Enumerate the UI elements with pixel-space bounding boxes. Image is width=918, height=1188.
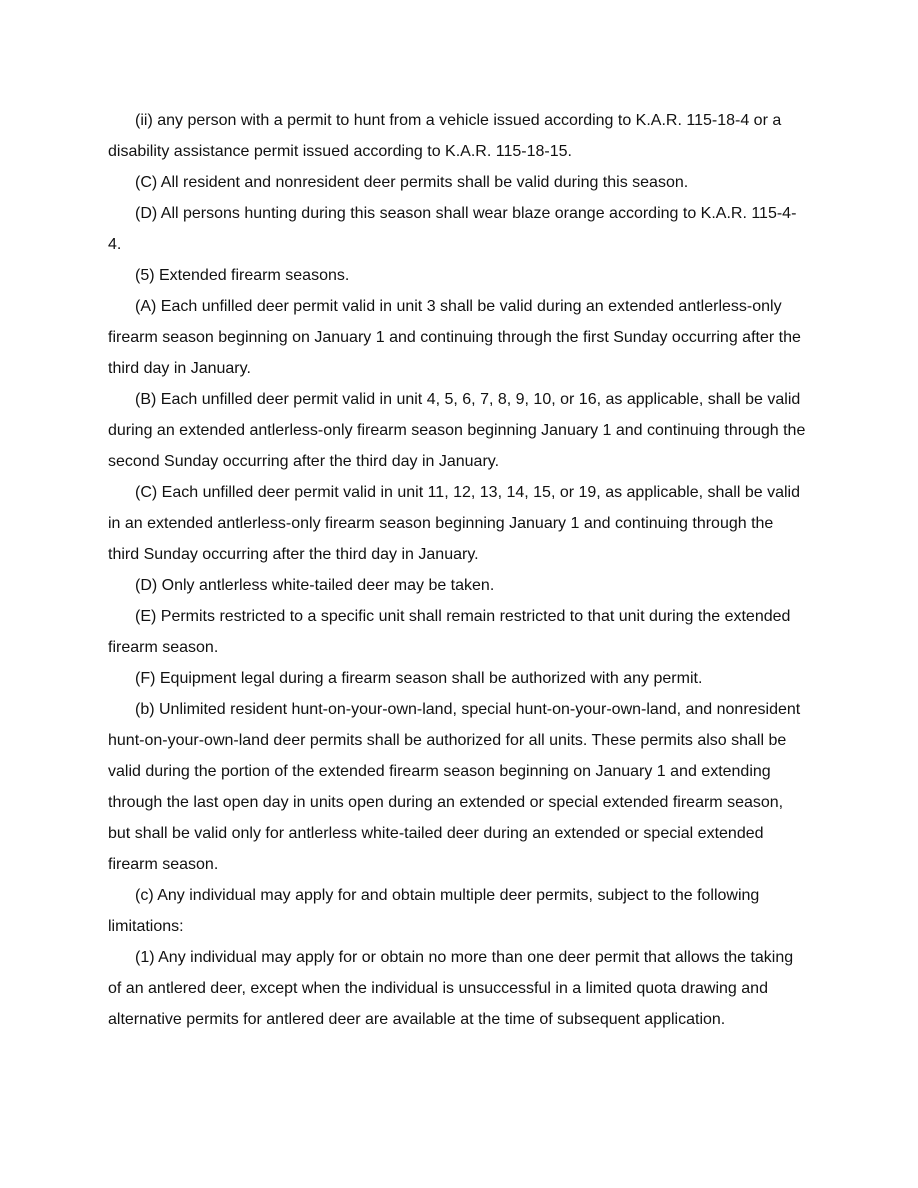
paragraph-f-equipment-legal: (F) Equipment legal during a firearm season shall be authorized with any permit. (135, 670, 703, 687)
paragraph-d-blaze-orange: (D) All persons hunting during this season shall wear blaze orange according to K.A.R. 115-4-4. (108, 205, 797, 253)
paragraph-b-units-4-16: (B) Each unfilled deer permit valid in unit 4, 5, 6, 7, 8, 9, 10, or 16, as applicable, shall be valid during an extended antlerless-only firearm season beginning January 1 and continuing through the second Sunday occurring after the third day in January. (108, 391, 806, 470)
paragraph-c-units-11-19: (C) Each unfilled deer permit valid in unit 11, 12, 13, 14, 15, or 19, as applicable, shall be valid in an extended antlerless-only firearm season beginning January 1 and continuing through the third Sunday occurring after the third day in January. (108, 484, 800, 563)
paragraph-1-antlered-limit: (1) Any individual may apply for or obtain no more than one deer permit that allows the taking of an antlered deer, except when the individual is unsuccessful in a limited quota drawing and alternative permits for antlered deer are available at the time of subsequent application. (108, 949, 794, 1028)
document-page (108, 105, 808, 1035)
paragraph-5-extended-seasons: (5) Extended firearm seasons. (135, 267, 350, 284)
paragraph-ii-vehicle-permit: (ii) any person with a permit to hunt from a vehicle issued according to K.A.R. 115-18-4 or a disability assistance permit issued according to K.A.R. 115-18-15. (108, 112, 782, 160)
paragraph-b-hunt-own-land: (b) Unlimited resident hunt-on-your-own-land, special hunt-on-your-own-land, and nonresident hunt-on-your-own-land deer permits shall be authorized for all units. These permits also shall be valid during the portion of the extended firearm season beginning on January 1 and extending through the last open day in units open during an extended or special extended firearm season, but shall be valid only for antlerless white-tailed deer during an extended or special extended firearm season. (108, 701, 801, 873)
paragraph-d-antlerless-only: (D) Only antlerless white-tailed deer may be taken. (135, 577, 495, 594)
paragraph-e-restricted-unit: (E) Permits restricted to a specific unit shall remain restricted to that unit during the extended firearm season. (108, 608, 791, 656)
paragraph-c-permits-valid: (C) All resident and nonresident deer permits shall be valid during this season. (135, 174, 689, 191)
paragraph-c-multiple-permits: (c) Any individual may apply for and obtain multiple deer permits, subject to the following limitations: (108, 887, 760, 935)
paragraph-a-unit-3: (A) Each unfilled deer permit valid in unit 3 shall be valid during an extended antlerless-only firearm season beginning on January 1 and continuing through the first Sunday occurring after the third day in January. (108, 298, 801, 377)
